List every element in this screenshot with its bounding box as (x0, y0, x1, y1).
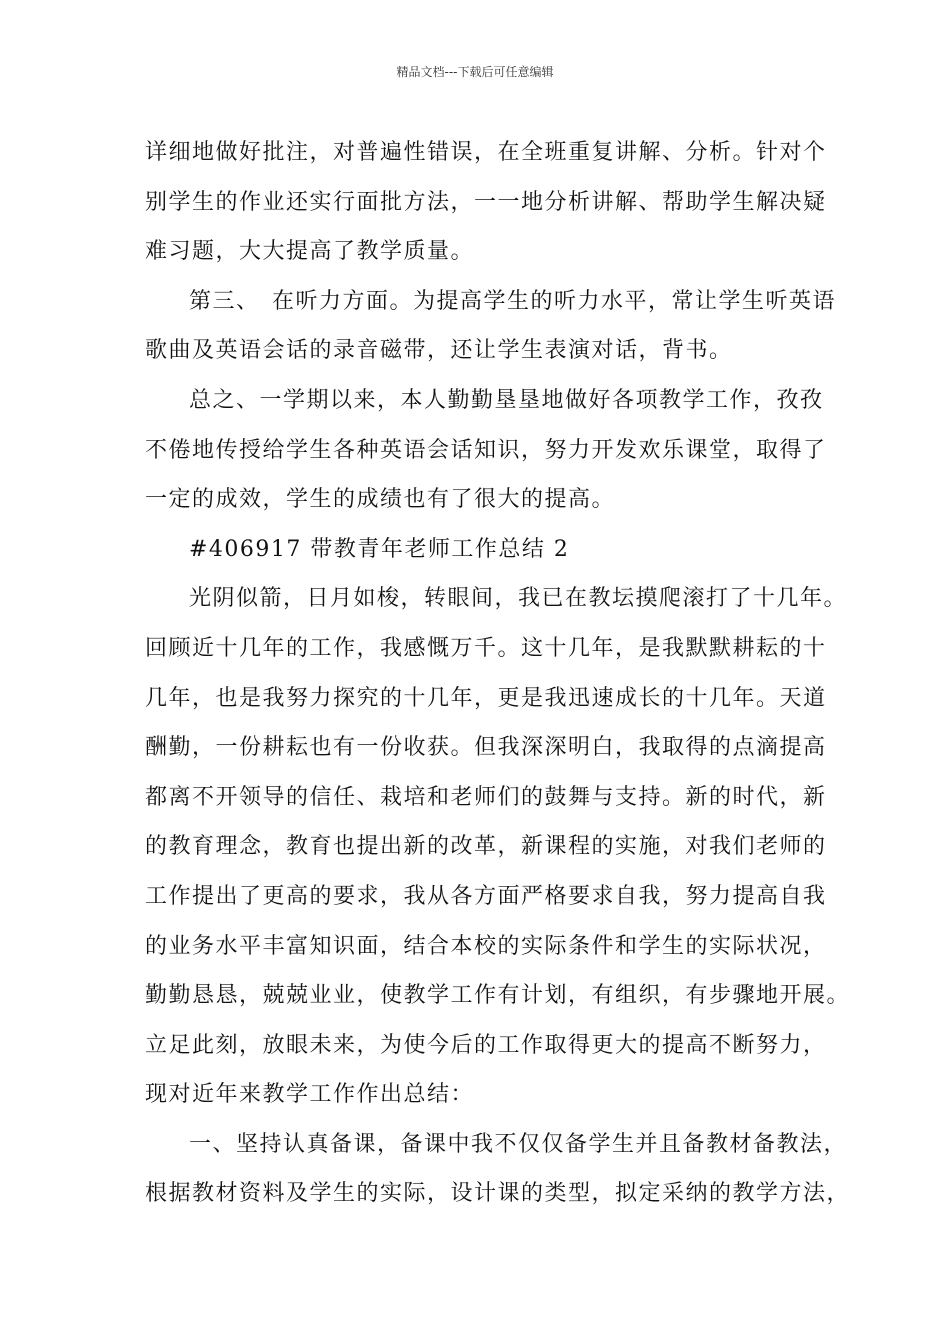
text-line: 别学生的作业还实行面批方法，一一地分析讲解、帮助学生解决疑 (145, 189, 827, 215)
page-header: 精品文档---下载后可任意编辑 (396, 65, 554, 79)
text-line: 一、坚持认真备课，备课中我不仅仅备学生并且备教材备教法， (189, 1131, 848, 1157)
text-line: 勤勤恳恳，兢兢业业，使教学工作有计划，有组织，有步骤地开展。 (145, 983, 851, 1009)
text-line: 详细地做好批注，对普遍性错误，在全班重复讲解、分析。针对个 (145, 140, 827, 165)
text-line: 歌曲及英语会话的录音磁带，还让学生表演对话，背书。 (145, 338, 733, 364)
text-line: 一定的成效，学生的成绩也有了很大的提高。 (145, 487, 616, 513)
text-line: 都离不开领导的信任、栽培和老师们的鼓舞与支持。新的时代，新 (145, 784, 827, 810)
text-line: 根据教材资料及学生的实际，设计课的类型，拟定采纳的教学方法， (145, 1181, 851, 1207)
text-line: 难习题，大大提高了教学质量。 (145, 239, 475, 265)
text-line: 总之、一学期以来，本人勤勤垦垦地做好各项教学工作，孜孜 (189, 387, 824, 413)
text-line: 工作提出了更高的要求，我从各方面严格要求自我，努力提高自我 (145, 883, 827, 909)
text-line: #406917 带教青年老师工作总结 2 (189, 536, 570, 562)
text-line: 光阴似箭，日月如梭，转眼间，我已在教坛摸爬滚打了十几年。 (189, 586, 848, 612)
text-line: 几年，也是我努力探究的十几年，更是我迅速成长的十几年。天道 (145, 685, 827, 711)
text-line: 立足此刻，放眼未来，为使今后的工作取得更大的提高不断努力， (145, 1032, 827, 1058)
text-line: 不倦地传授给学生各种英语会话知识，努力开发欢乐课堂，取得了 (145, 437, 827, 463)
text-line: 的业务水平丰富知识面，结合本校的实际条件和学生的实际状况， (145, 933, 827, 959)
text-line: 的教育理念，教育也提出新的改革，新课程的实施，对我们老师的 (145, 834, 827, 860)
text-line: 酬勤，一份耕耘也有一份收获。但我深深明白，我取得的点滴提高 (145, 735, 827, 761)
text-line: 第三、 在听力方面。为提高学生的听力水平，常让学生听英语 (189, 288, 837, 314)
document-body (145, 128, 851, 1219)
text-line: 现对近年来教学工作作出总结： (145, 1082, 475, 1108)
text-line: 回顾近十几年的工作，我感慨万千。这十几年，是我默默耕耘的十 (145, 635, 827, 661)
